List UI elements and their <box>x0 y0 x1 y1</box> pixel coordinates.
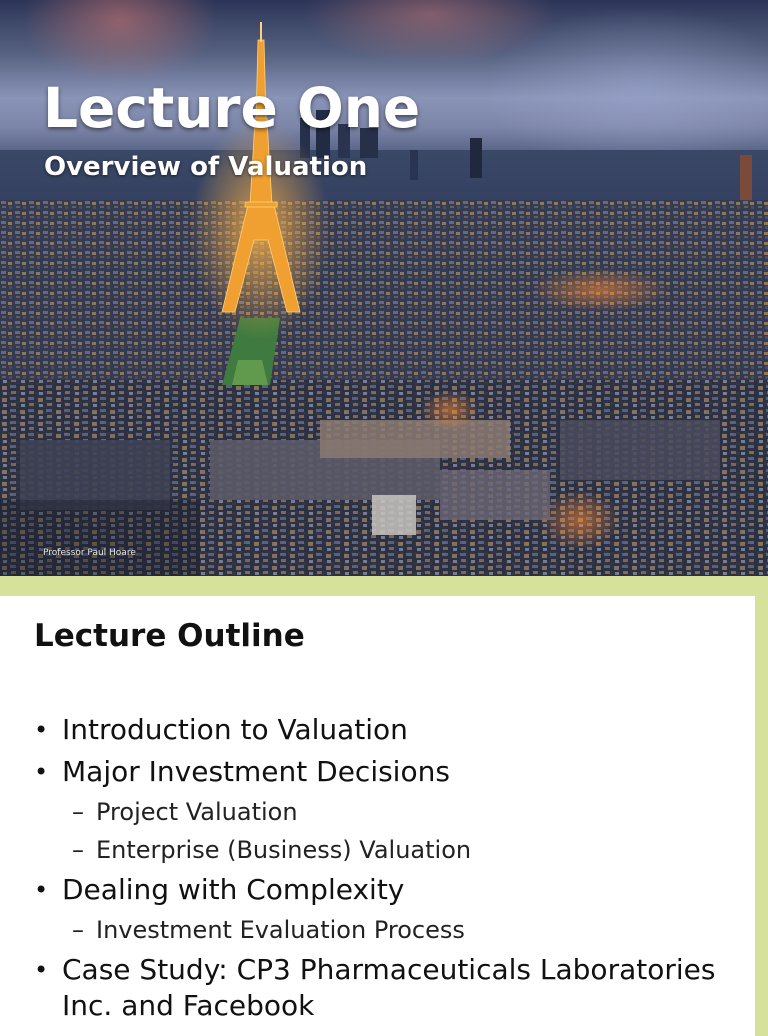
outline-item <box>0 952 755 1024</box>
outline-item <box>0 872 755 908</box>
dash-icon: – <box>72 798 84 826</box>
dash-icon: – <box>72 916 84 944</box>
outline-item-label: Major Investment Decisions <box>62 755 450 788</box>
outline-subitem <box>0 914 755 946</box>
outline-item-label: Introduction to Valuation <box>62 713 408 746</box>
lecture-subtitle: Overview of Valuation <box>44 152 368 182</box>
lecture-title: Lecture One <box>43 76 421 140</box>
outline-subitem <box>0 834 755 866</box>
dash-icon: – <box>72 836 84 864</box>
bullet-icon: • <box>34 758 49 786</box>
outline-subitem <box>0 796 755 828</box>
presenter-name: Professor Paul Hoare <box>43 548 136 558</box>
outline-item-label: Dealing with Complexity <box>62 873 405 906</box>
outline-item <box>0 754 755 790</box>
outline-item-label: Case Study: CP3 Pharmaceuticals Laboratories Inc. and Facebook <box>62 953 716 1022</box>
bullet-icon: • <box>34 876 49 904</box>
outline-subitem-label: Project Valuation <box>96 798 298 826</box>
outline-list <box>0 712 755 1030</box>
outline-title: Lecture Outline <box>34 618 305 654</box>
outline-subitem-label: Enterprise (Business) Valuation <box>96 836 472 864</box>
bullet-icon: • <box>34 716 49 744</box>
outline-subitem-label: Investment Evaluation Process <box>96 916 465 944</box>
outline-slide <box>0 596 755 1036</box>
bullet-icon: • <box>34 956 49 984</box>
outline-item <box>0 712 755 748</box>
